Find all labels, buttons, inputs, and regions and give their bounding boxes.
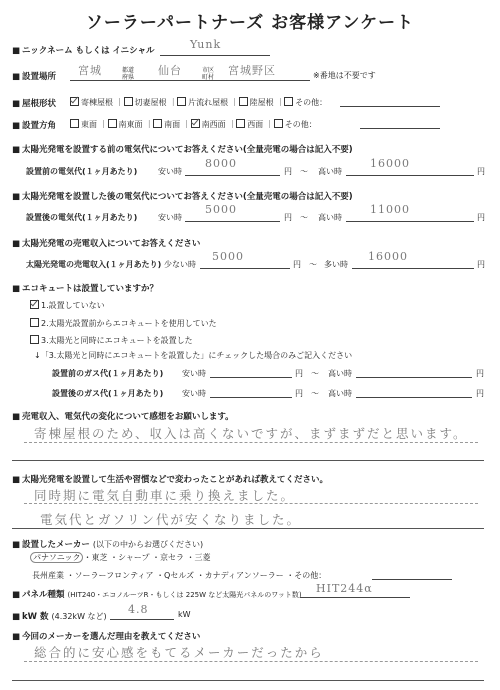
location-note: ※番地は不要です xyxy=(313,71,376,80)
nickname-value[interactable]: Yunk xyxy=(190,38,222,51)
location-label: ■ 設置場所 xyxy=(12,70,56,82)
lifestyle-question: ■ 太陽光発電を設置して生活や習慣などで変わったことがあれば教えてください。 xyxy=(12,473,328,485)
maker-label: ■ 設置したメーカー (以下の中からお選びください) xyxy=(12,538,203,550)
impressions-answer[interactable]: 寄棟屋根のため、収入は高くないですが、まずまずだと思います。 xyxy=(34,426,468,441)
ecocute-question: ■ エコキュートは設置していますか？ xyxy=(12,282,158,294)
before-low-value[interactable]: 8000 xyxy=(205,157,237,170)
after-question: ■ 太陽光発電を設置した後の電気代についてお答えください(全量売電の場合は記入不要) xyxy=(12,190,353,202)
direction-label: ■ 設置方角 xyxy=(12,119,56,131)
panel-value[interactable]: HIT244α xyxy=(316,582,373,595)
maker-row-1[interactable]: パナソニック ・東芝 ・シャープ ・京セラ ・三菱 xyxy=(30,552,211,563)
page-title: ソーラーパートナーズ お客様アンケート xyxy=(85,13,415,33)
roof-label: ■ 屋根形状 xyxy=(12,97,56,109)
after-high-value[interactable]: 11000 xyxy=(370,203,410,216)
ecocute-note: ↓「3.太陽光と同時にエコキュートを設置した」にチェックした場合のみご記入ください xyxy=(34,351,353,360)
before-high-value[interactable]: 16000 xyxy=(370,157,410,170)
roof-options[interactable]: 寄棟屋根 ｜ 切妻屋根 ｜ 片流れ屋根 ｜ 陸屋根 ｜ その他： xyxy=(70,97,327,108)
location-city-value[interactable]: 仙台 xyxy=(158,64,182,77)
after-low-value[interactable]: 5000 xyxy=(205,203,237,216)
nickname-label: ■ ニックネーム もしくは イニシャル xyxy=(12,44,155,56)
panel-label: ■ パネル種類 (HIT240・エコノルーツR・もしくは 225W など太陽光パネルのワット数) xyxy=(12,588,302,600)
roof-option-checkbox[interactable] xyxy=(70,97,79,106)
ecocute-option-1[interactable]: 1.設置していない xyxy=(30,300,105,311)
income-low-value[interactable]: 5000 xyxy=(212,250,244,263)
income-question: ■ 太陽光発電の売電収入についてお答えください xyxy=(12,237,200,249)
income-high-value[interactable]: 16000 xyxy=(368,250,408,263)
lifestyle-answer-2[interactable]: 電気代とガソリン代が安くなりました。 xyxy=(40,512,302,527)
maker-row-2[interactable]: 長州産業 ・ソーラーフロンティア ・Qセルズ ・カナディアンソーラー ・その他： xyxy=(32,571,327,580)
location-pref-value[interactable]: 宮城 xyxy=(78,64,102,77)
direction-options[interactable]: 東面 ｜ 南東面 ｜ 南面 ｜ 南西面 ｜ 西面 ｜ その他： xyxy=(70,119,317,130)
reason-answer[interactable]: 総合的に安心感をもてるメーカーだったから xyxy=(34,645,324,660)
location-district-value[interactable]: 宮城野区 xyxy=(228,64,276,77)
ecocute-option-3[interactable]: 3.太陽光と同時にエコキュートを設置した xyxy=(30,335,193,346)
ecocute-option-2[interactable]: 2.太陽光設置前からエコキュートを使用していた xyxy=(30,318,217,329)
before-question: ■ 太陽光発電を設置する前の電気代についてお答えください(全量売電の場合は記入不要) xyxy=(12,143,353,155)
kw-label: ■ kW 数 (4.32kW など) xyxy=(12,610,107,622)
kw-value[interactable]: 4.8 xyxy=(128,603,149,616)
impressions-question: ■ 売電収入、電気代の変化について感想をお願いします。 xyxy=(12,410,234,422)
reason-question: ■ 今回のメーカーを選んだ理由を教えてください xyxy=(12,630,200,642)
lifestyle-answer-1[interactable]: 同時期に電気自動車に乗り換えました。 xyxy=(34,488,296,503)
maker-selected[interactable]: パナソニック xyxy=(30,552,83,563)
